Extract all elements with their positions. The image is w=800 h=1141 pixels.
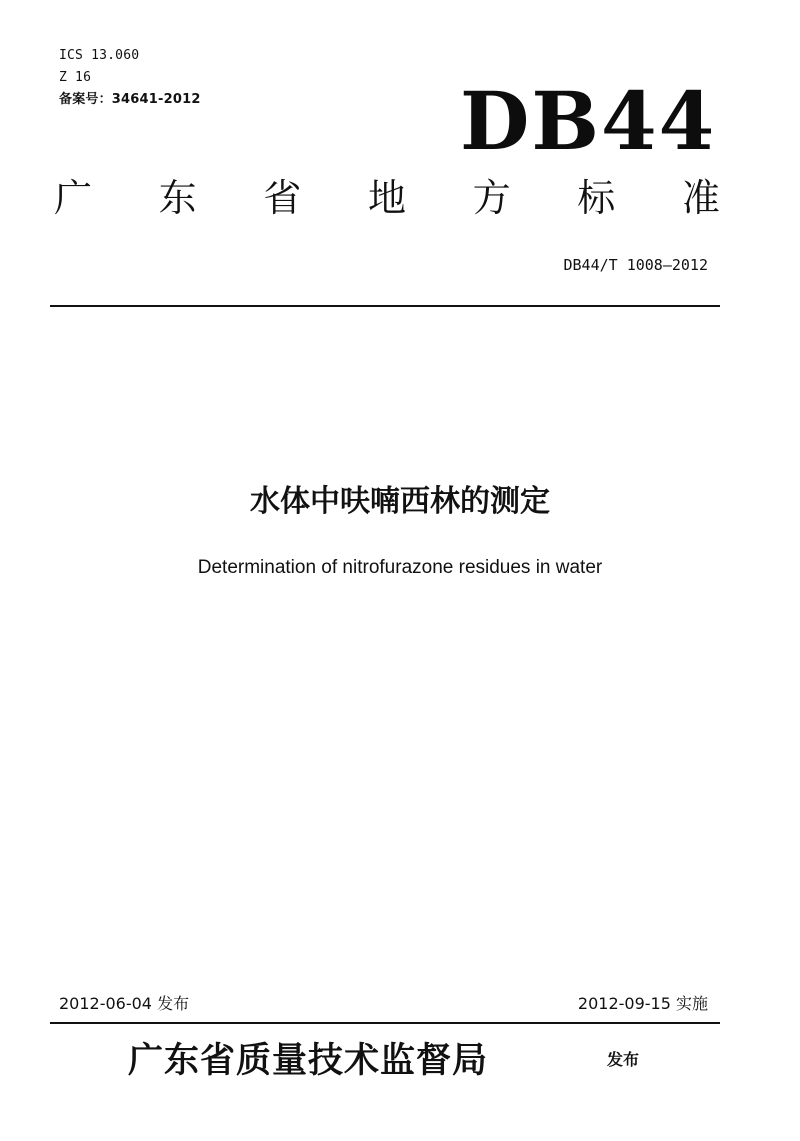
standard-type-char: 省 bbox=[263, 176, 302, 220]
issue-date: 2012-06-04 发布 bbox=[59, 994, 190, 1013]
document-title-chinese: 水体中呋喃西林的测定 bbox=[250, 484, 550, 519]
document-title-english: Determination of nitrofurazone residues in water bbox=[197, 557, 603, 578]
ccs-code: Z 16 bbox=[59, 70, 92, 85]
issuer-suffix: 发布 bbox=[607, 1050, 640, 1069]
standard-type-char: 准 bbox=[681, 176, 720, 220]
filing-number: 备案号：34641-2012 bbox=[59, 92, 201, 107]
standard-type-char: 标 bbox=[577, 176, 616, 220]
issuing-authority: 广东省质量技术监督局 bbox=[128, 1040, 489, 1081]
standard-type-char: 广 bbox=[54, 176, 93, 220]
top-divider bbox=[50, 305, 720, 307]
standard-type-char: 地 bbox=[367, 176, 406, 220]
implementation-date: 2012-09-15 实施 bbox=[577, 994, 708, 1013]
bottom-divider bbox=[50, 1022, 720, 1024]
ics-code: ICS 13.060 bbox=[59, 48, 140, 63]
standard-type-char: 方 bbox=[472, 176, 511, 220]
standard-number: DB44/T 1008—2012 bbox=[563, 256, 708, 274]
standard-type-heading bbox=[54, 172, 720, 224]
standard-logo: DB44 bbox=[460, 74, 717, 168]
standard-type-char: 东 bbox=[158, 176, 197, 220]
